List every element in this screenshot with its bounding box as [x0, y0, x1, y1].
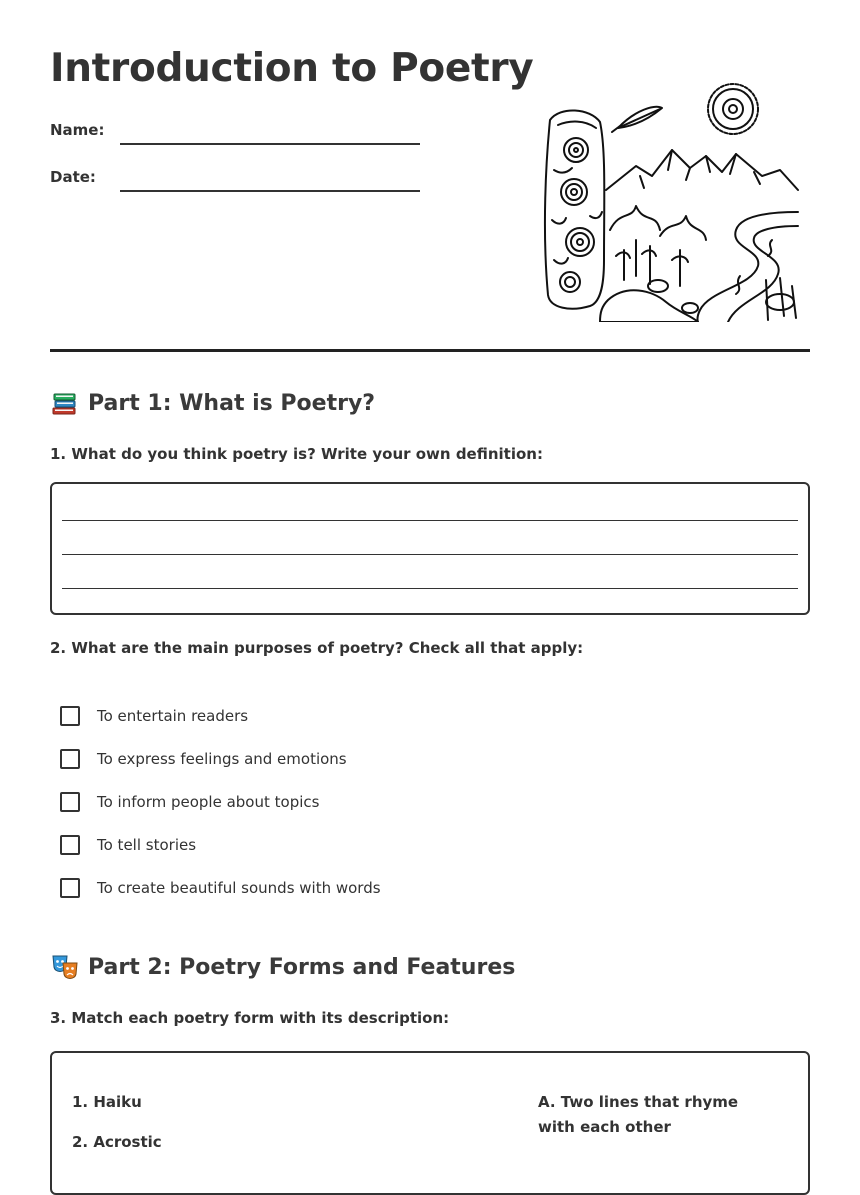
carved-stone-icon: [545, 110, 604, 308]
matching-box: [50, 1051, 810, 1195]
name-field[interactable]: [120, 143, 420, 145]
checkbox[interactable]: [60, 706, 80, 726]
part2-heading: [50, 952, 515, 982]
books-icon: [50, 388, 80, 418]
definition-answer-box[interactable]: [50, 482, 810, 615]
purpose-option-label: To tell stories: [97, 836, 197, 854]
checkbox[interactable]: [60, 792, 80, 812]
purpose-option-label: To entertain readers: [97, 707, 249, 725]
checkbox[interactable]: [60, 878, 80, 898]
poetry-form-item: 2. Acrostic: [72, 1133, 162, 1151]
checkbox[interactable]: [60, 749, 80, 769]
question-3: 3. Match each poetry form with its description:: [50, 1009, 450, 1027]
header-divider: [50, 349, 810, 352]
date-label: Date:: [50, 168, 96, 186]
date-field[interactable]: [120, 190, 420, 192]
question-1: 1. What do you think poetry is? Write your own definition:: [50, 445, 543, 463]
foliage-icon: [600, 206, 796, 322]
purpose-option[interactable]: [60, 792, 319, 812]
name-label: Name:: [50, 121, 105, 139]
answer-line: [62, 520, 798, 521]
part1-heading: [50, 388, 375, 418]
purpose-option[interactable]: [60, 749, 347, 769]
poetry-form-item: 1. Haiku: [72, 1093, 142, 1111]
theater-masks-icon: [50, 952, 80, 982]
checkbox[interactable]: [60, 835, 80, 855]
sun-icon: [708, 84, 758, 134]
mountains-icon: [606, 150, 798, 190]
feather-icon: [612, 107, 662, 132]
purpose-option[interactable]: [60, 878, 381, 898]
answer-line: [62, 588, 798, 589]
purpose-option-label: To inform people about topics: [97, 793, 320, 811]
part1-heading-text: Part 1: What is Poetry?: [88, 390, 376, 416]
poetry-landscape-illustration: [540, 80, 802, 322]
question-2: 2. What are the main purposes of poetry? Check all that apply:: [50, 639, 584, 657]
purpose-option-label: To create beautiful sounds with words: [97, 879, 381, 897]
purpose-option-label: To express feelings and emotions: [97, 750, 347, 768]
purpose-option[interactable]: [60, 706, 248, 726]
answer-line: [62, 554, 798, 555]
part2-heading-text: Part 2: Poetry Forms and Features: [88, 954, 516, 980]
description-item: A. Two lines that rhyme with each other: [538, 1093, 739, 1136]
purpose-option[interactable]: [60, 835, 196, 855]
page-title: Introduction to Poetry: [50, 46, 534, 91]
